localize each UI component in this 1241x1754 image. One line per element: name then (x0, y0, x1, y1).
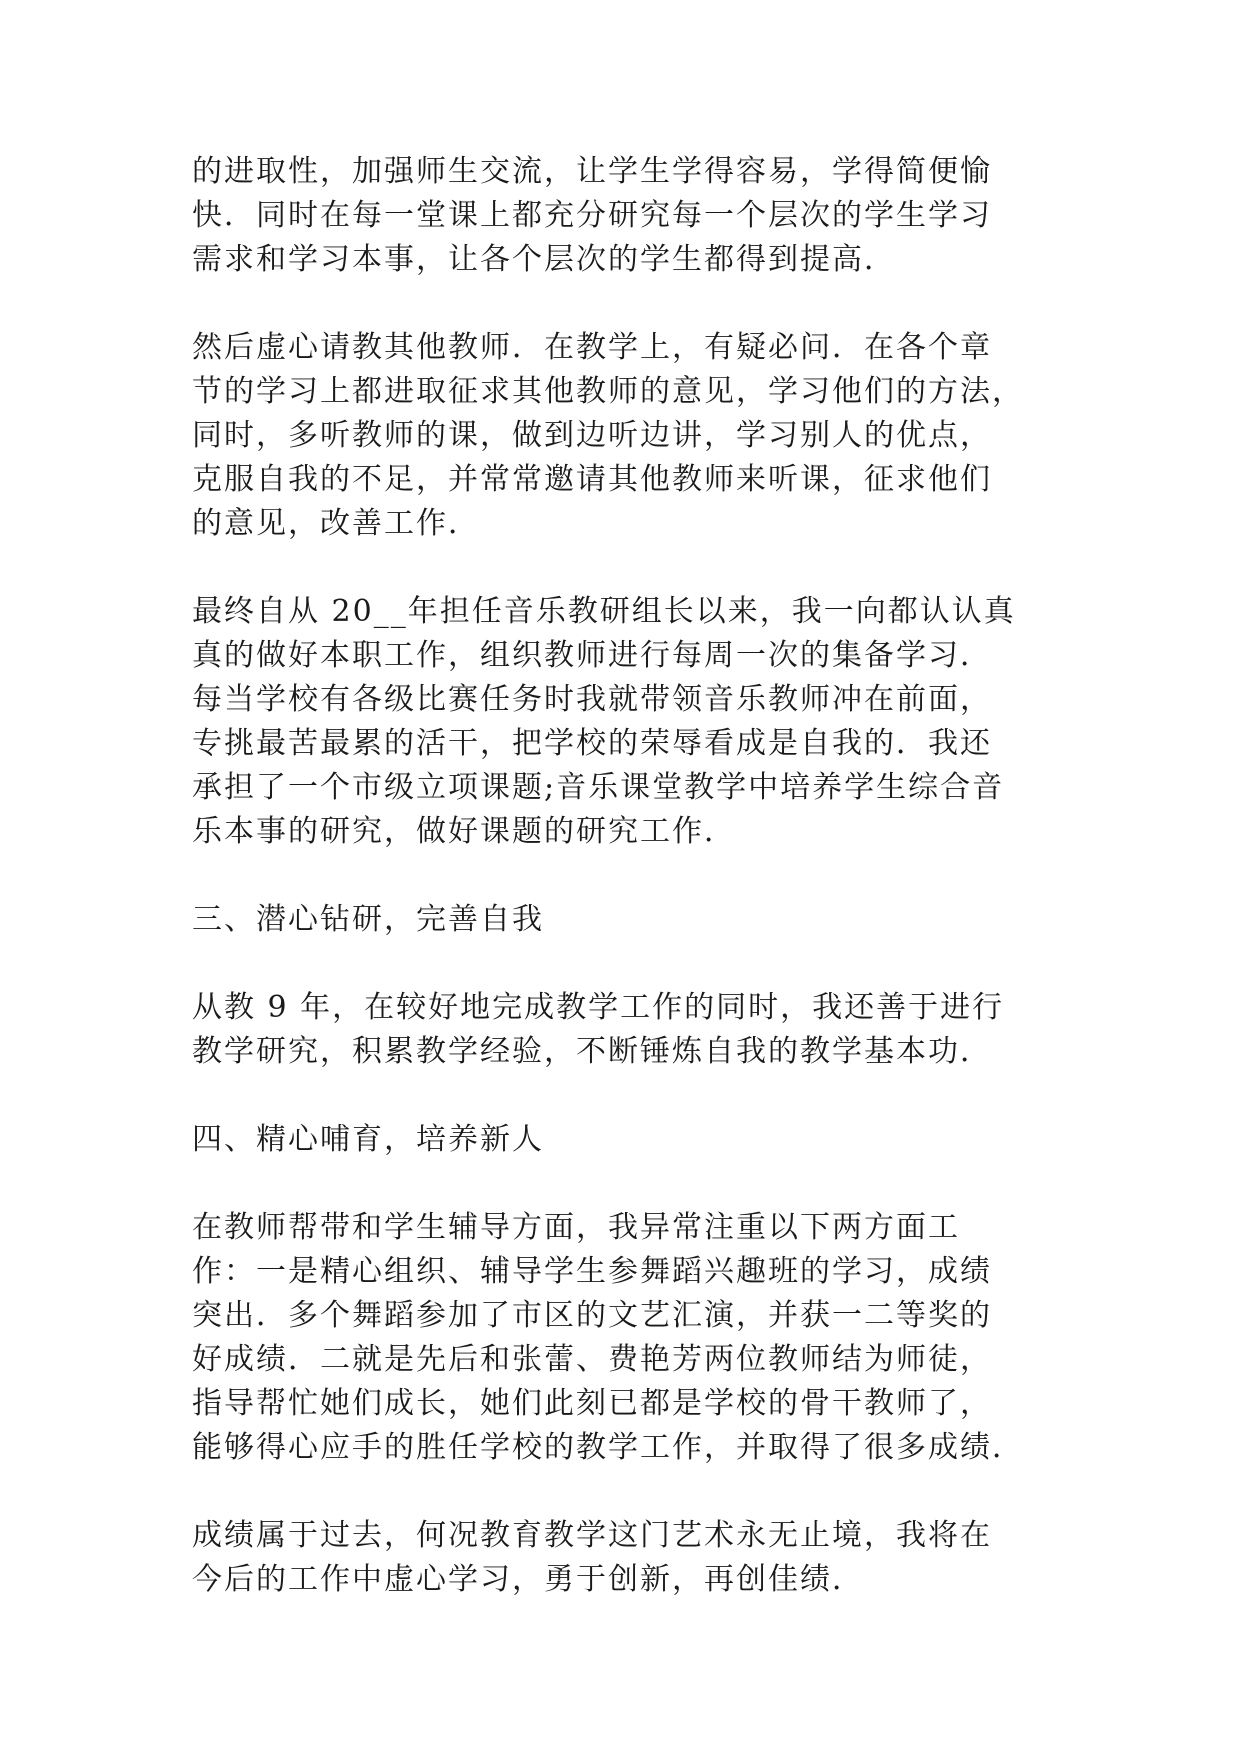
text-line: 在教师帮带和学生辅导方面，我异常注重以下两方面工 (192, 1210, 960, 1245)
paragraph-gap (192, 1074, 1052, 1118)
text-line: 最终自从 20__年担任音乐教研组长以来，我一向都认认真 (192, 594, 1016, 629)
paragraph-gap (192, 854, 1052, 898)
text-line: 突出．多个舞蹈参加了市区的文艺汇演，并获一二等奖的 (192, 1298, 992, 1333)
paragraph-gap (192, 546, 1052, 590)
document-page (192, 150, 1052, 1602)
text-line: 乐本事的研究，做好课题的研究工作． (192, 814, 736, 849)
section-heading: 三、潜心钻研，完善自我 (192, 902, 544, 937)
text-line: 教学研究，积累教学经验，不断锤炼自我的教学基本功． (192, 1034, 992, 1069)
section-heading-3 (192, 898, 1052, 942)
text-line: 成绩属于过去，何况教育教学这门艺术永无止境，我将在 (192, 1518, 992, 1553)
text-line: 真的做好本职工作，组织教师进行每周一次的集备学习． (192, 638, 992, 673)
text-line: 今后的工作中虚心学习，勇于创新，再创佳绩． (192, 1562, 864, 1597)
text-line: 指导帮忙她们成长，她们此刻已都是学校的骨干教师了， (192, 1386, 992, 1421)
text-line: 同时，多听教师的课，做到边听边讲，学习别人的优点， (192, 418, 992, 453)
paragraph-gap (192, 1162, 1052, 1206)
paragraph-gap (192, 942, 1052, 986)
text-line: 作：一是精心组织、辅导学生参舞蹈兴趣班的学习，成绩 (192, 1254, 992, 1289)
text-line: 专挑最苦最累的活干，把学校的荣辱看成是自我的．我还 (192, 726, 992, 761)
text-line: 的意见，改善工作． (192, 506, 480, 541)
text-line: 好成绩．二就是先后和张蕾、费艳芳两位教师结为师徒， (192, 1342, 992, 1377)
paragraph-1 (192, 150, 1052, 282)
text-line: 然后虚心请教其他教师．在教学上，有疑必问．在各个章 (192, 330, 992, 365)
text-line: 快．同时在每一堂课上都充分研究每一个层次的学生学习 (192, 198, 992, 233)
text-line: 从教 9 年，在较好地完成教学工作的同时，我还善于进行 (192, 990, 1005, 1025)
paragraph-4 (192, 986, 1052, 1074)
paragraph-6 (192, 1514, 1052, 1602)
text-line: 需求和学习本事，让各个层次的学生都得到提高． (192, 242, 896, 277)
paragraph-3 (192, 590, 1052, 854)
section-heading: 四、精心哺育，培养新人 (192, 1122, 544, 1157)
text-line: 每当学校有各级比赛任务时我就带领音乐教师冲在前面， (192, 682, 992, 717)
paragraph-gap (192, 282, 1052, 326)
text-line: 能够得心应手的胜任学校的教学工作，并取得了很多成绩． (192, 1430, 1024, 1465)
paragraph-2 (192, 326, 1052, 546)
text-line: 节的学习上都进取征求其他教师的意见，学习他们的方法， (192, 374, 1024, 409)
section-heading-4 (192, 1118, 1052, 1162)
text-line: 克服自我的不足，并常常邀请其他教师来听课，征求他们 (192, 462, 992, 497)
text-line: 承担了一个市级立项课题;音乐课堂教学中培养学生综合音 (192, 770, 1005, 805)
paragraph-gap (192, 1470, 1052, 1514)
text-line: 的进取性，加强师生交流，让学生学得容易，学得简便愉 (192, 154, 992, 189)
paragraph-5 (192, 1206, 1052, 1470)
